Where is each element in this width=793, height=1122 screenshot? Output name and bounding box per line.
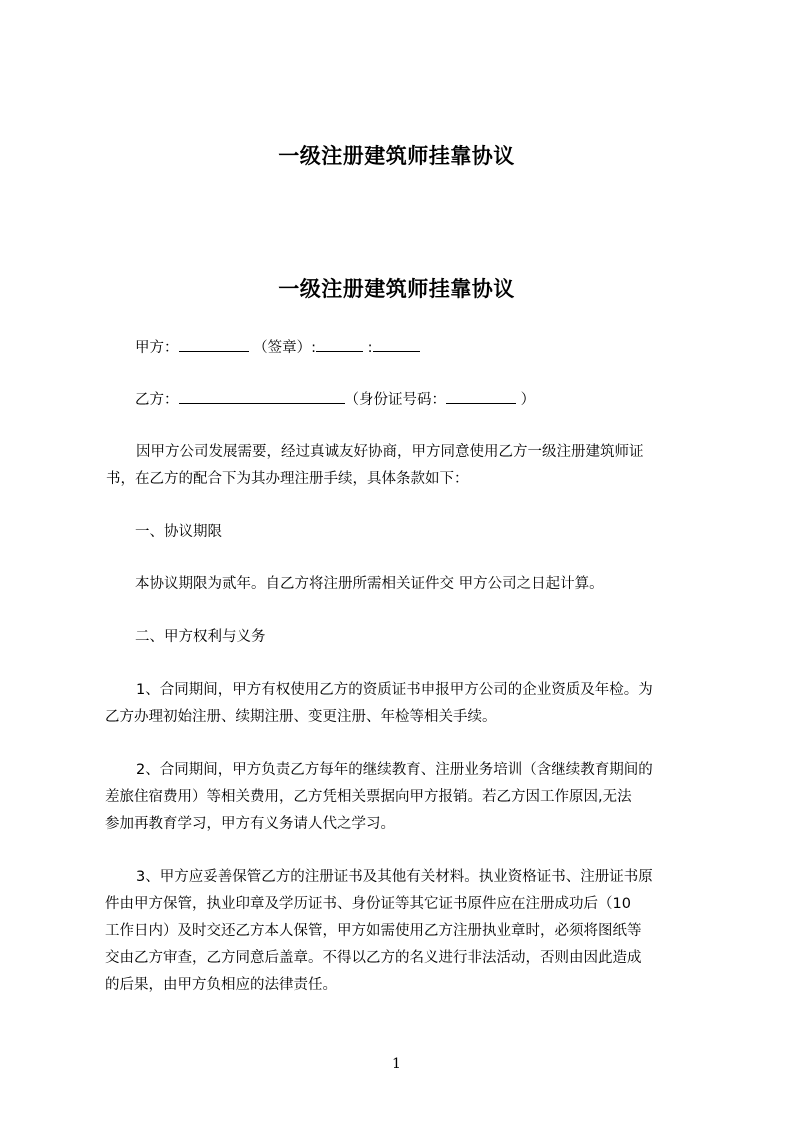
item2-line-3: 参加再教育学习，甲方有义务请人代之学习。 [105,816,395,832]
section1-body: 本协议期限为贰年。自乙方将注册所需相关证件交 甲方公司之日起计算。 [135,576,604,592]
party-a-seal-label: （签章）: [248,340,316,356]
party-a-line [135,337,420,358]
party-b-name-blank [179,389,345,404]
item3-line-4: 交由乙方审查，乙方同意后盖章。不得以乙方的名义进行非法活动，否则由因此造成 [105,950,642,966]
item3-line-1: 3、甲方应妥善保管乙方的注册证书及其他有关材料。执业资格证书、注册证书原 [136,869,653,885]
page-number: 1 [392,1056,401,1072]
party-a-seal-blank [316,337,363,352]
party-b-label: 乙方： [135,392,179,408]
section1-heading: 一、协议期限 [135,524,222,540]
intro-line-1: 因甲方公司发展需要，经过真诚友好协商，甲方同意使用乙方一级注册建筑师证 [136,444,644,460]
party-b-id-label: （身份证号码： [344,392,446,408]
party-a-label: 甲方： [135,340,179,356]
intro-line-2: 书，在乙方的配合下为其办理注册手续，具体条款如下： [106,471,469,487]
item3-line-5: 的后果，由甲方负相应的法律责任。 [105,977,337,993]
item2-line-1: 2、合同期间，甲方负责乙方每年的继续教育、注册业务培训（含继续教育期间的 [136,762,653,778]
party-a-colon: : [363,340,373,356]
party-a-date-blank [373,337,420,352]
item1-line-1: 1、合同期间，甲方有权使用乙方的资质证书申报甲方公司的企业资质及年检。为 [136,682,653,698]
party-b-line [135,389,535,410]
party-b-close: ） [516,392,536,408]
item3-line-3: 工作日内）及时交还乙方本人保管，甲方如需使用乙方注册执业章时，必须将图纸等 [105,923,642,939]
item1-line-2: 乙方办理初始注册、续期注册、变更注册、年检等相关手续。 [105,709,497,725]
section2-heading: 二、甲方权利与义务 [135,629,266,645]
party-b-id-blank [446,389,516,404]
party-a-name-blank [179,337,249,352]
document-title: 一级注册建筑师挂靠协议 [278,277,515,301]
header-title: 一级注册建筑师挂靠协议 [278,144,515,168]
item2-line-2: 差旅住宿费用）等相关费用，乙方凭相关票据向甲方报销。若乙方因工作原因,无法 [105,789,632,805]
item3-line-2: 件由甲方保管，执业印章及学历证书、身份证等其它证书原件应在注册成功后（10 [105,896,631,912]
